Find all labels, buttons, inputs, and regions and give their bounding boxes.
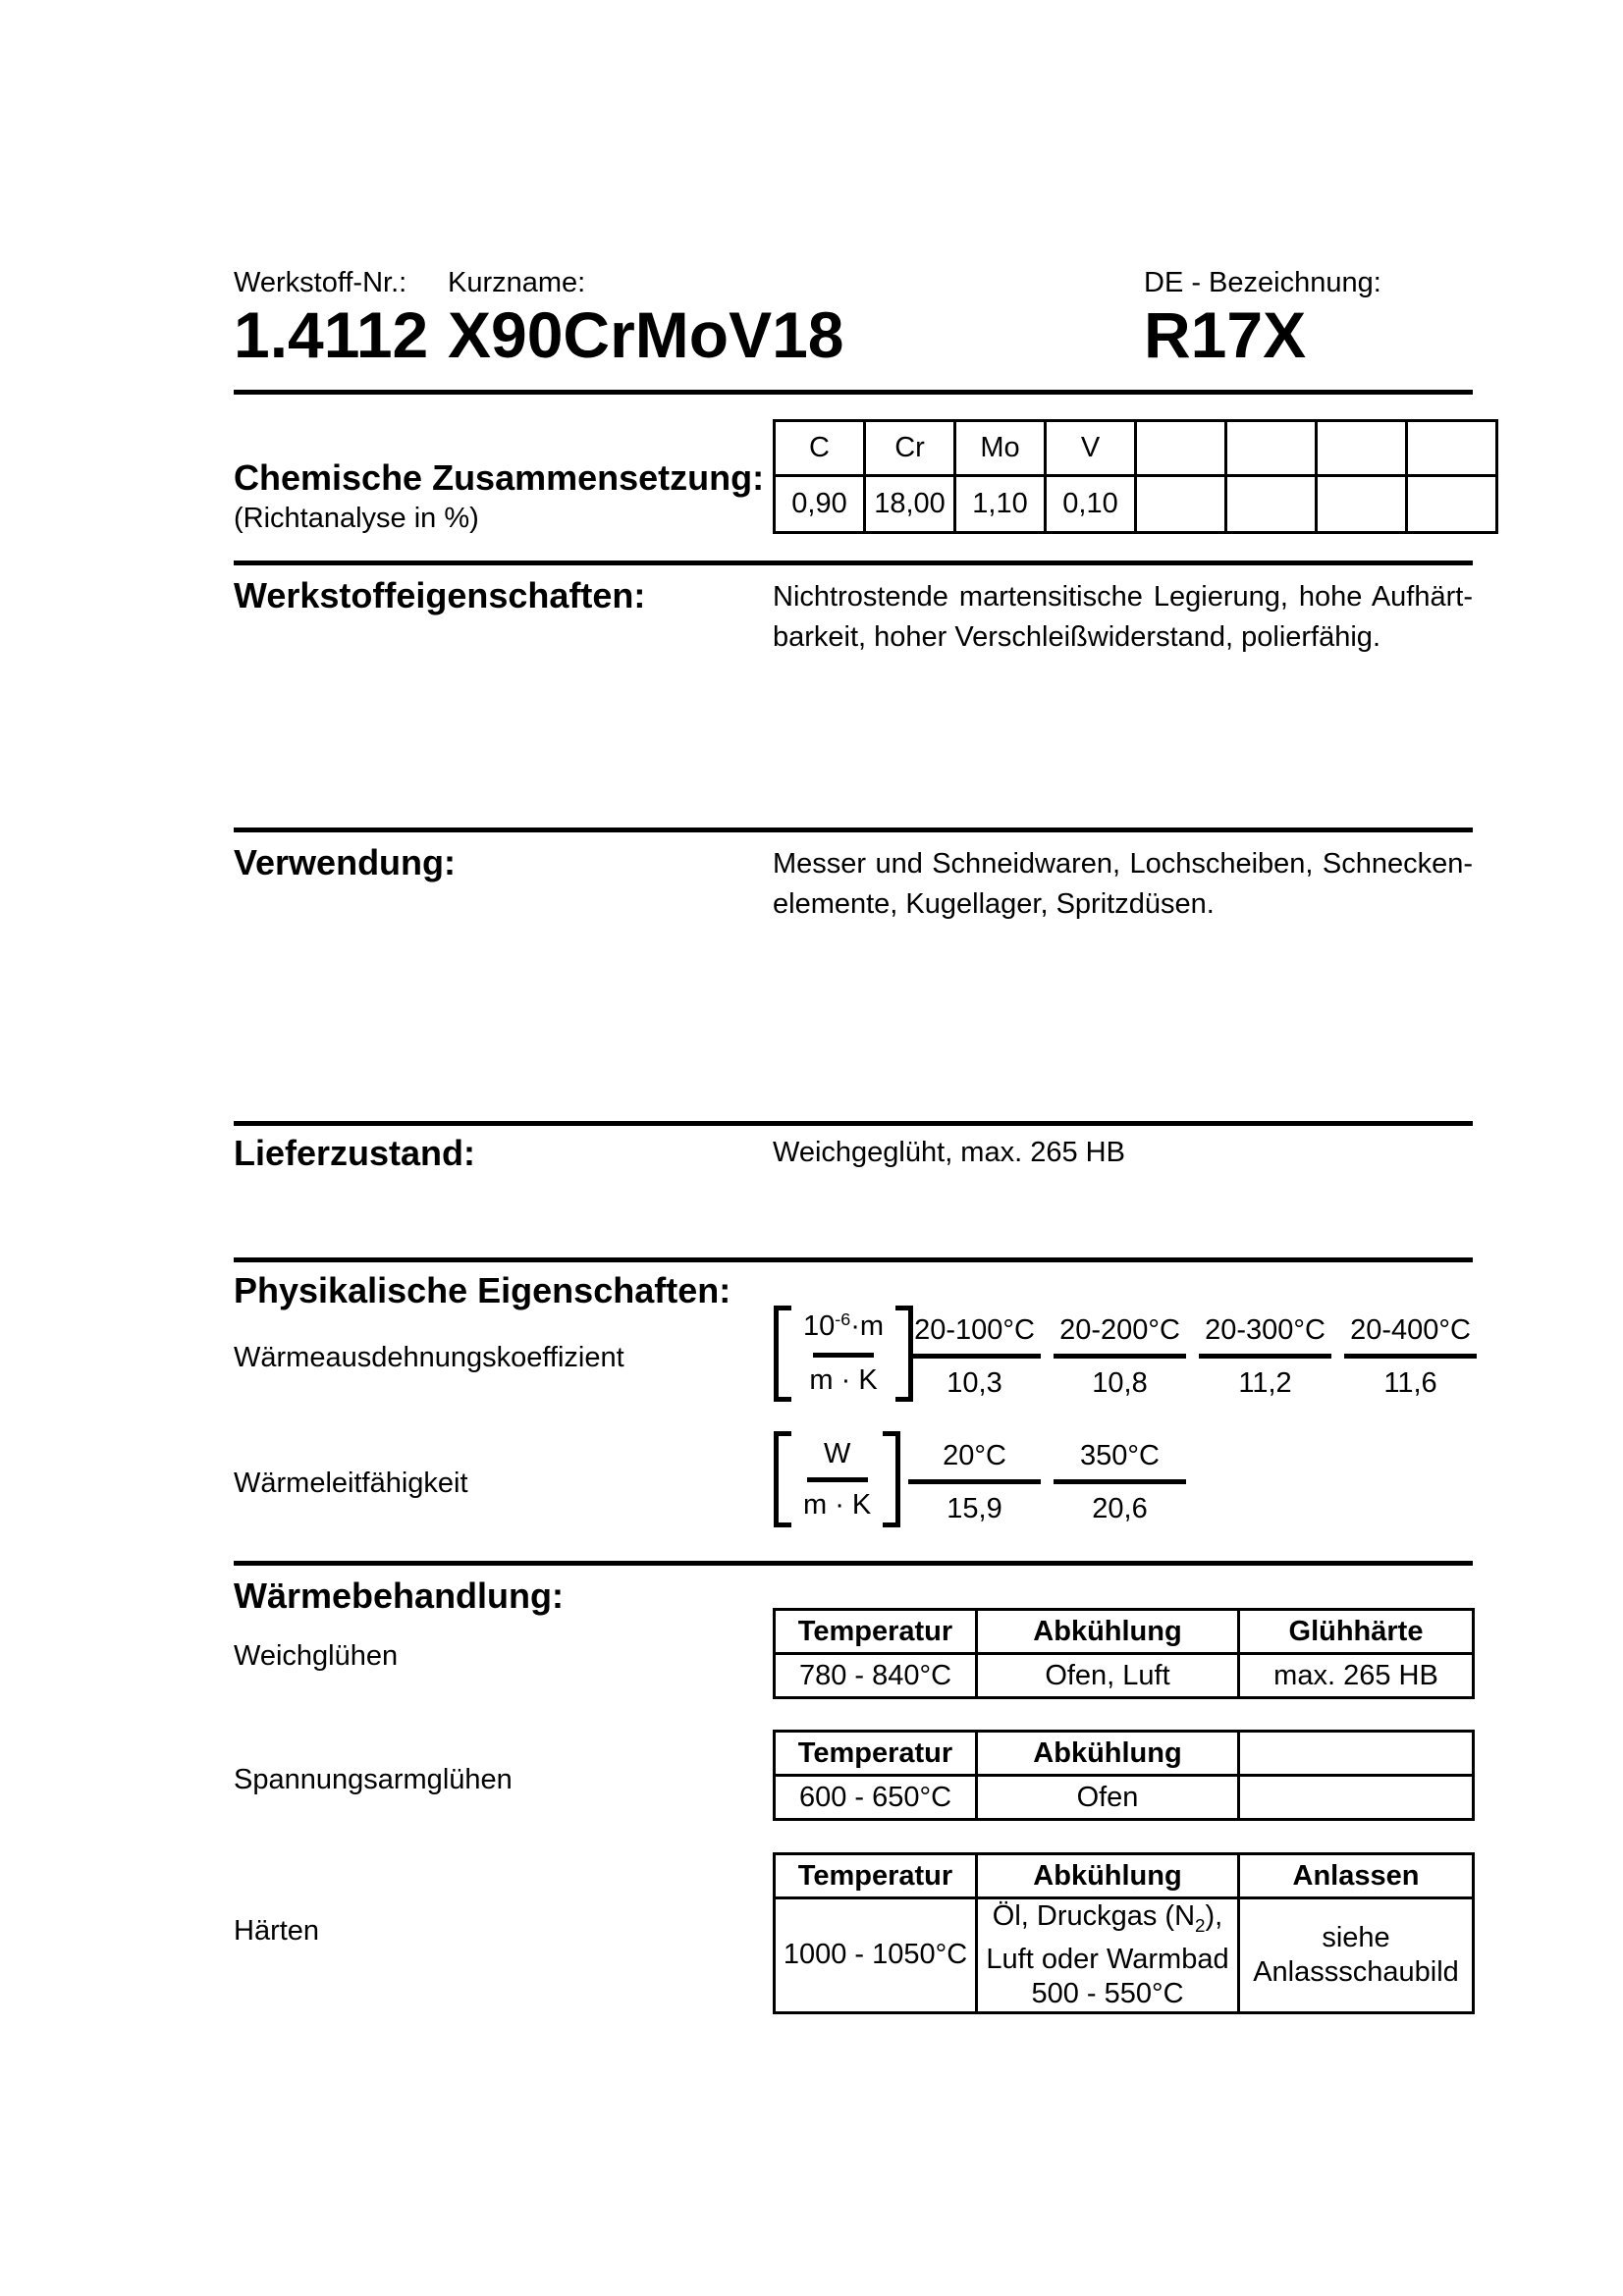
subscript: 2 (1195, 1914, 1206, 1936)
element-cell: V (1046, 421, 1136, 476)
waermebehandlung-heading: Wärmebehandlung: (234, 1575, 565, 1616)
expansion-column (908, 1314, 1041, 1400)
expansion-columns (908, 1314, 1489, 1400)
waermeausdehnungskoeffizient-label: Wärmeausdehnungskoeffizient (234, 1342, 624, 1373)
element-cell (1317, 421, 1407, 476)
section-rule-1 (234, 390, 1473, 395)
weichgluehen-label: Weichglühen (234, 1640, 399, 1672)
conductivity-unit-denominator: m · K (803, 1488, 872, 1521)
section-rule-4 (234, 1121, 1473, 1126)
temperature-range: 20-300°C (1205, 1314, 1325, 1346)
temperature: 350°C (1080, 1440, 1160, 1471)
header-cell: Abkühlung (977, 1854, 1239, 1898)
section-rule-3 (234, 828, 1473, 832)
exponent: -6 (835, 1309, 851, 1330)
value-cell: max. 265 HB (1239, 1654, 1474, 1698)
expansion-unit-fraction (791, 1306, 895, 1402)
haerten-table (773, 1852, 1475, 2014)
text-line: barkeit, hoher Verschleißwiderstand, polierfähig. (773, 621, 1380, 653)
header-cell: Abkühlung (977, 1610, 1239, 1654)
table-header-row (775, 1610, 1474, 1654)
left-bracket (774, 1306, 791, 1402)
value-cell (1239, 1776, 1474, 1820)
coefficient-value: 11,2 (1238, 1367, 1292, 1399)
waermeleitfaehigkeit-label: Wärmeleitfähigkeit (234, 1468, 468, 1499)
expansion-column (1344, 1314, 1477, 1400)
element-value-cell (1407, 476, 1497, 533)
werkstoff-nr-label: Werkstoff-Nr.: (234, 267, 407, 298)
chemical-elements-row (775, 421, 1497, 476)
element-cell: C (775, 421, 865, 476)
text-line: Messer und Schneidwaren, Lochscheiben, Schnecken- (773, 848, 1473, 880)
element-value-cell: 0,90 (775, 476, 865, 533)
text-line: Nichtrostende martensitische Legierung, hohe Aufhärt- (773, 581, 1473, 613)
header-cell (1239, 1732, 1474, 1776)
table-value-row (775, 1654, 1474, 1698)
expansion-unit-denominator: m · K (809, 1364, 878, 1396)
de-bezeichnung-label: DE - Bezeichnung: (1144, 267, 1381, 298)
conductivity-unit-numerator: W (823, 1437, 851, 1469)
header-cell: Anlassen (1239, 1854, 1474, 1898)
element-value-cell: 0,10 (1046, 476, 1136, 533)
value-cell: Ofen, Luft (977, 1654, 1239, 1698)
conductivity-column (908, 1440, 1041, 1525)
expansion-unit-bracket (774, 1306, 913, 1402)
conductivity-value: 15,9 (947, 1493, 1002, 1524)
element-cell (1136, 421, 1226, 476)
value-cell: 780 - 840°C (775, 1654, 977, 1698)
temperature-range: 20-200°C (1059, 1314, 1180, 1346)
section-rule-5 (234, 1257, 1473, 1262)
element-cell: Mo (955, 421, 1046, 476)
lieferzustand-text: Weichgeglüht, max. 265 HB (773, 1137, 1125, 1168)
value-cell: Öl, Druckgas $(N_2)$, Luft oder Warmbad 500 - 550°C (977, 1898, 1239, 2013)
kurzname-value: X90CrMoV18 (448, 298, 844, 371)
richtanalyse-subheading: (Richtanalyse in %) (234, 503, 479, 534)
de-bezeichnung-value: R17X (1144, 298, 1307, 371)
chemical-values-row (775, 476, 1497, 533)
header-cell: Abkühlung (977, 1732, 1239, 1776)
element-cell (1407, 421, 1497, 476)
temperature-range: 20-400°C (1350, 1314, 1471, 1346)
conductivity-columns (908, 1440, 1199, 1525)
chemical-composition-table (773, 419, 1498, 534)
table-header-row (775, 1854, 1474, 1898)
coefficient-value: 10,8 (1092, 1367, 1148, 1399)
verwendung-text (773, 844, 1473, 925)
spannungsarmgluehen-table (773, 1730, 1475, 1821)
conductivity-column (1054, 1440, 1186, 1525)
lieferzustand-heading: Lieferzustand: (234, 1133, 476, 1173)
header-cell: Glühhärte (1239, 1610, 1474, 1654)
element-cell: Cr (865, 421, 955, 476)
value-cell: Ofen (977, 1776, 1239, 1820)
header-cell: Temperatur (775, 1854, 977, 1898)
element-value-cell (1136, 476, 1226, 533)
fraction-bar (813, 1353, 874, 1358)
text-line: elemente, Kugellager, Spritzdüsen. (773, 888, 1215, 920)
section-rule-6 (234, 1561, 1473, 1566)
conductivity-unit-bracket (774, 1431, 900, 1527)
value-cell: 600 - 650°C (775, 1776, 977, 1820)
expansion-column (1199, 1314, 1331, 1400)
temperature-range: 20-100°C (914, 1314, 1035, 1346)
element-value-cell (1317, 476, 1407, 533)
element-value-cell (1226, 476, 1317, 533)
coefficient-value: 10,3 (947, 1367, 1002, 1399)
element-cell (1226, 421, 1317, 476)
right-bracket (883, 1431, 900, 1527)
verwendung-heading: Verwendung: (234, 842, 457, 882)
spannungsarmgluehen-label: Spannungsarmglühen (234, 1764, 513, 1795)
weichgluehen-table (773, 1608, 1475, 1699)
werkstoffeigenschaften-heading: Werkstoffeigenschaften: (234, 575, 646, 615)
element-value-cell: 1,10 (955, 476, 1046, 533)
expansion-unit-numerator: $10^{-6}\cdot m$ (803, 1309, 885, 1342)
fraction-bar (807, 1477, 868, 1482)
conductivity-unit-fraction (791, 1431, 883, 1527)
expansion-column (1054, 1314, 1186, 1400)
temperature: 20°C (943, 1440, 1006, 1471)
chemische-zusammensetzung-heading: Chemische Zusammensetzung: (234, 457, 765, 498)
left-bracket (774, 1431, 791, 1527)
value-cell: siehe Anlassschaubild (1239, 1898, 1474, 2013)
header-cell: Temperatur (775, 1732, 977, 1776)
coefficient-value: 11,6 (1383, 1367, 1437, 1399)
element-value-cell: 18,00 (865, 476, 955, 533)
kurzname-label: Kurzname: (448, 267, 586, 298)
value-cell: 1000 - 1050°C (775, 1898, 977, 2013)
conductivity-value: 20,6 (1092, 1493, 1148, 1524)
table-value-row (775, 1898, 1474, 2013)
table-header-row (775, 1732, 1474, 1776)
physikalische-eigenschaften-heading: Physikalische Eigenschaften: (234, 1270, 731, 1310)
header-cell: Temperatur (775, 1610, 977, 1654)
table-value-row (775, 1776, 1474, 1820)
werkstoffeigenschaften-text (773, 577, 1473, 658)
werkstoff-nr-value: 1.4112 (234, 298, 429, 371)
section-rule-2 (234, 561, 1473, 565)
haerten-label: Härten (234, 1915, 320, 1947)
